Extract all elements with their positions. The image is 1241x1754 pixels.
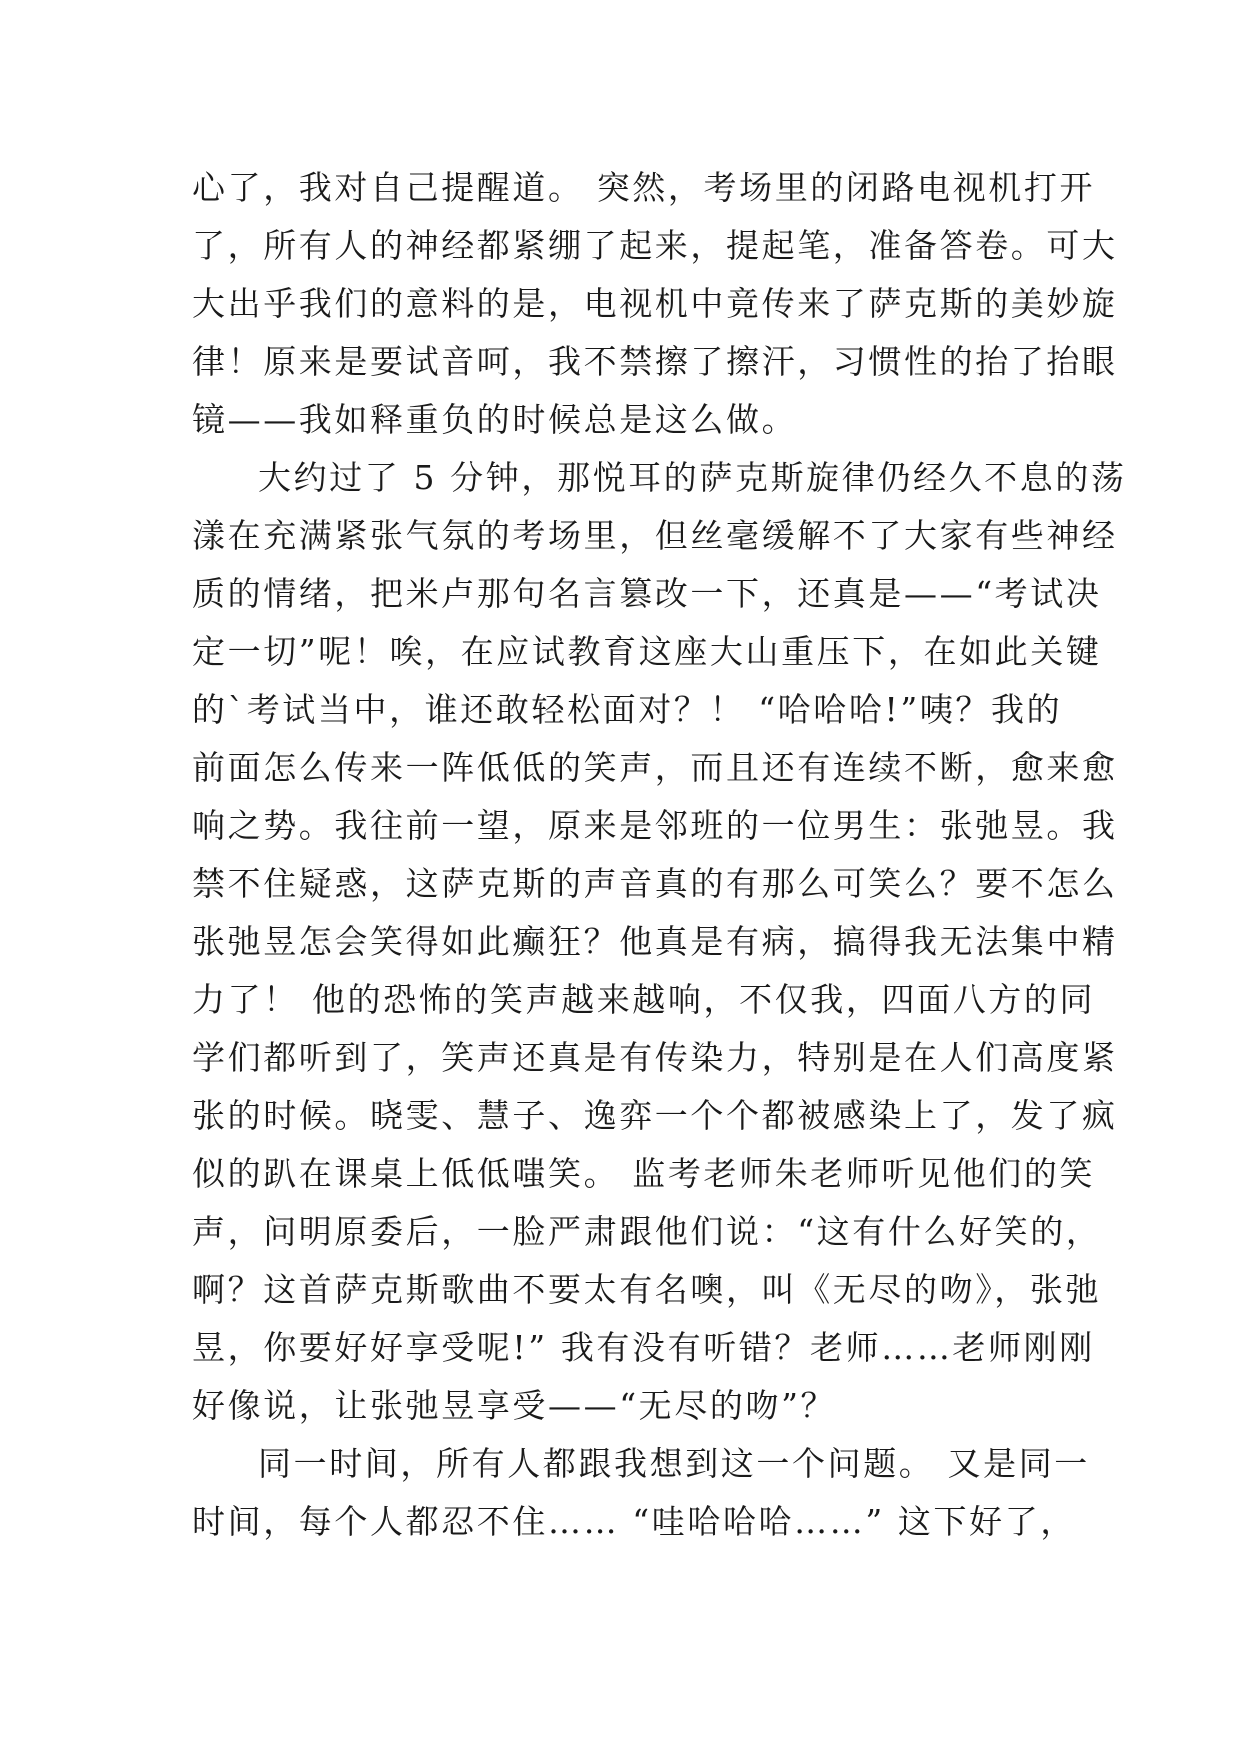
text-line: 大出乎我们的意料的是，电视机中竟传来了萨克斯的美妙旋 [192, 284, 1118, 323]
text-line: 的`考试当中，谁还敢轻松面对？！ “哈哈哈!”咦？我的 [192, 690, 1063, 729]
text-line: 力了！ 他的恐怖的笑声越来越响，不仅我，四面八方的同 [192, 980, 1096, 1019]
text-line: 张的时候。晓雯、慧子、逸弈一个个都被感染上了，发了疯 [192, 1096, 1118, 1135]
text-line: 似的趴在课桌上低低嗤笑。 监考老师朱老师听见他们的笑 [192, 1154, 1096, 1193]
text-line: 律！原来是要试音呵，我不禁擦了擦汗，习惯性的抬了抬眼 [192, 342, 1118, 381]
text-line: 禁不住疑惑，这萨克斯的声音真的有那么可笑么？要不怎么 [192, 864, 1118, 903]
text-line: 定一切”呢！唉，在应试教育这座大山重压下，在如此关键 [192, 632, 1102, 671]
text-line: 好像说，让张弛昱享受——“无尽的吻”？ [192, 1386, 837, 1425]
text-line: 镜——我如释重负的时候总是这么做。 [192, 400, 798, 439]
text-line: 昱，你要好好享受呢!” 我有没有听错？老师……老师刚刚 [192, 1328, 1095, 1367]
body-text [192, 159, 1127, 1551]
text-line: 啊？这首萨克斯歌曲不要太有名噢，叫《无尽的吻》，张弛 [192, 1270, 1102, 1309]
text-line: 心了，我对自己提醒道。 突然，考场里的闭路电视机打开 [192, 168, 1096, 207]
text-line: 前面怎么传来一阵低低的笑声，而且还有连续不断，愈来愈 [192, 748, 1118, 787]
text-line: 响之势。我往前一望，原来是邻班的一位男生：张弛昱。我 [192, 806, 1118, 845]
text-line: 了，所有人的神经都紧绷了起来，提起笔，准备答卷。可大 [192, 226, 1118, 265]
paragraph-start-line: 同一时间，所有人都跟我想到这一个问题。 又是同一 [258, 1444, 1090, 1483]
text-line: 学们都听到了，笑声还真是有传染力，特别是在人们高度紧 [192, 1038, 1118, 1077]
text-line: 张弛昱怎会笑得如此癫狂？他真是有病，搞得我无法集中精 [192, 922, 1118, 961]
text-line: 声，问明原委后，一脸严肃跟他们说：“这有什么好笑的， [192, 1212, 1102, 1251]
text-line: 漾在充满紧张气氛的考场里，但丝毫缓解不了大家有些神经 [192, 516, 1118, 555]
paragraph-start-line: 大约过了 5 分钟，那悦耳的萨克斯旋律仍经久不息的荡 [258, 458, 1127, 497]
text-line: 时间，每个人都忍不住…… “哇哈哈哈……” 这下好了， [192, 1502, 1076, 1541]
text-line: 质的情绪，把米卢那句名言篡改一下，还真是——“考试决 [192, 574, 1102, 613]
